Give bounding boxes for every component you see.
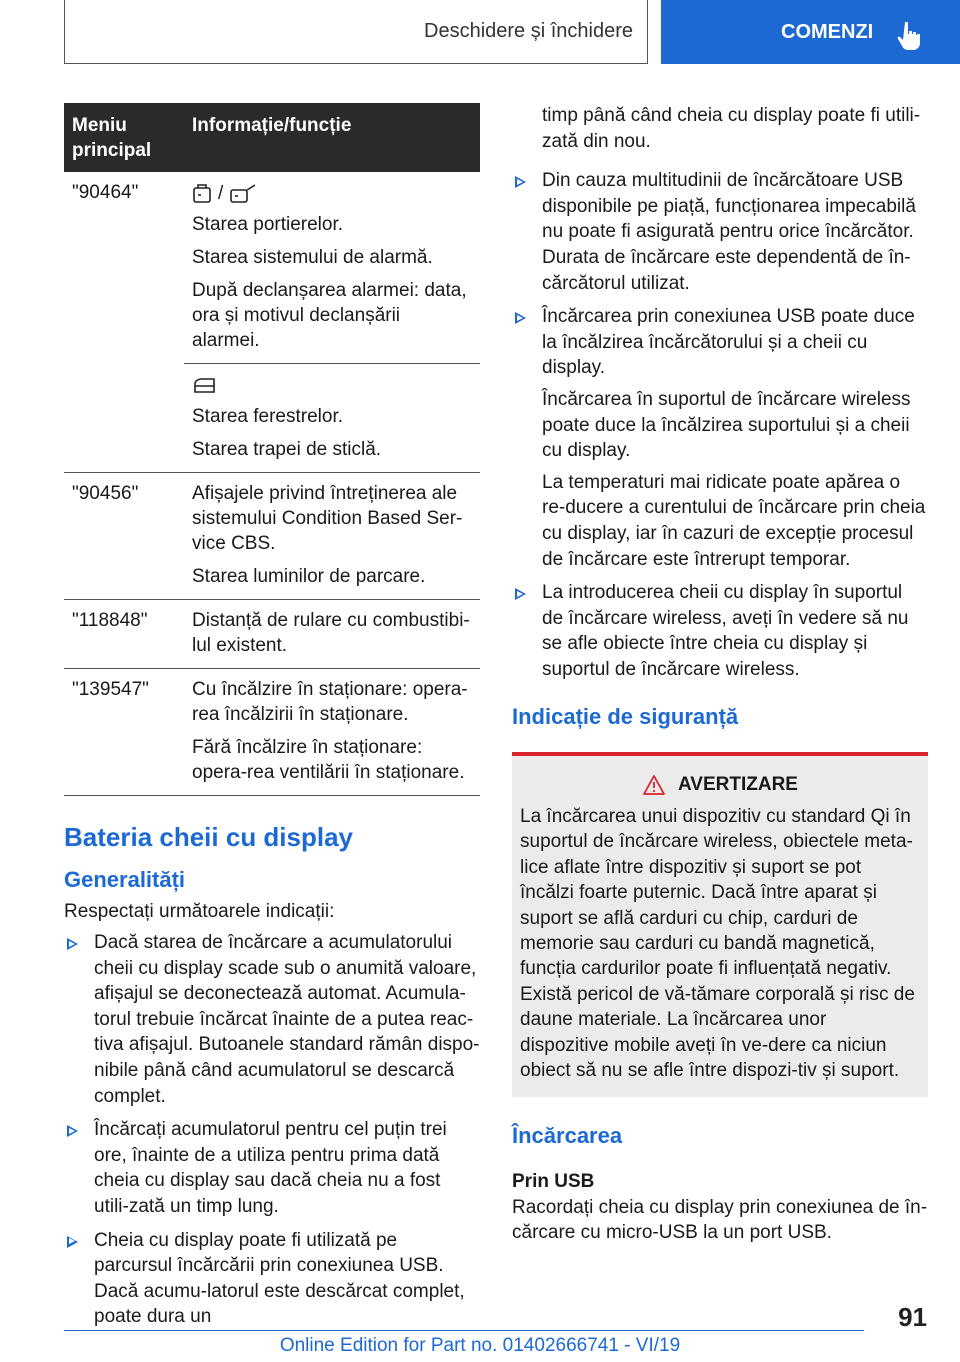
footer-divider xyxy=(64,1330,864,1331)
car-door-closed-icon xyxy=(192,182,212,204)
bullet-list xyxy=(512,103,928,682)
menu-code: "118848" xyxy=(64,600,184,669)
chapter-title: COMENZI xyxy=(781,20,874,43)
icon-separator: / xyxy=(218,182,224,204)
parking-lights-text: Starea luminilor de parcare. xyxy=(192,566,426,587)
car-door-open-icon xyxy=(229,182,259,204)
info-cell xyxy=(184,669,480,796)
triangle-bullet-icon xyxy=(67,1125,78,1137)
cbs-text: Afișajele privind întreținerea ale sistemului Condition Based Ser-vice CBS. xyxy=(192,483,463,554)
warning-box xyxy=(512,752,928,1097)
menu-code: "90456" xyxy=(64,473,184,600)
footer-edition: Online Edition for Part no. 01402666741 - VI/19 xyxy=(279,1335,681,1356)
list-item: Dacă starea de încărcare a acumulatorului cheii cu display scade sub o anumită valoare, afișajul se deconectează automat. Acumula-torul trebuie încărcat înainte de a putea reac-tiva afișajul. Butoanele standard rămân dispo-nibile până când acumulatorul se descarcă complet. xyxy=(64,930,480,1109)
warning-text: La încărcarea unui dispozitiv cu standard Qi în suportul de încărcare wireless, obiectele meta-lice aflate între dispozitiv și suport se pot încălzi foarte puternic. Dacă între aparat și suport se află carduri cu chip, carduri de memorie sau carduri cu bandă magnetică, funcția cardurilor poate fi influențată negativ. Există pericol de vă-tămare corporală și risc de daune materiale. La încărcarea unor dispozitive mobile aveți în ve-dere ca niciun obiect să nu se afle între dispozi-tiv și suport. xyxy=(520,805,915,1081)
usb-text: Racordați cheia cu display prin conexiunea de în-cărcare cu micro-USB la un port USB. xyxy=(512,1197,928,1244)
menu-code: "139547" xyxy=(64,669,184,796)
triangle-bullet-icon xyxy=(67,938,78,950)
window-status-text: Starea ferestrelor. xyxy=(192,406,344,427)
warning-triangle-icon xyxy=(642,774,666,796)
section-title: Deschidere și închidere xyxy=(424,20,633,42)
parked-ventilation-text: Fără încălzire în staționare: opera-rea ventilării în staționare. xyxy=(192,737,465,783)
usb-heading: Prin USB xyxy=(512,1171,595,1193)
left-column xyxy=(64,103,480,1338)
list-item: La introducerea cheii cu display în suportul de încărcare wireless, aveți în vedere să nu se afle obiecte între cheia cu display și suportul de încărcare wireless. xyxy=(512,580,928,682)
header-section-title xyxy=(64,0,648,64)
sunroof-status-text: Starea trapei de sticlă. xyxy=(192,439,382,460)
header-chapter-tab[interactable] xyxy=(661,0,960,64)
window-icon-line xyxy=(192,372,472,398)
table-row xyxy=(64,669,480,796)
triangle-bullet-icon xyxy=(67,1236,78,1248)
parked-heating-text: Cu încălzire în staționare: opera-rea încălzirii în staționare. xyxy=(192,679,468,725)
safety-heading: Indicație de siguranță xyxy=(512,704,739,730)
list-item: Cheia cu display poate fi utilizată pe parcursul încărcării prin conexiunea USB. Dacă acumu-latorul este descărcat complet, poate dura un xyxy=(64,1228,480,1330)
table-header-row xyxy=(64,103,480,172)
section-heading: Bateria cheii cu display xyxy=(64,822,354,852)
list-item: Încărcarea prin conexiunea USB poate duce la încălzirea încărcătorului și a cheii cu display. Încărcarea în suportul de încărcare wireless poate duce la încălzirea suportului și a cheii cu display. La temperaturi mai ridicate poate apărea o re-ducere a curentului de încărcare prin cheia cu display, iar în cazuri de excepție procesul de încărcare este întrerupt temporar. xyxy=(512,304,928,572)
subsection-heading: Generalități xyxy=(64,867,186,892)
menu-table xyxy=(64,103,480,796)
alarm-trigger-text: După declanșarea alarmei: data, ora și motivul declanșării alarmei. xyxy=(192,280,467,351)
charging-heading: Încărcarea xyxy=(512,1123,623,1149)
info-cell xyxy=(184,172,480,364)
info-cell xyxy=(184,364,480,473)
col-header-main-menu: Meniu principal xyxy=(64,103,184,172)
triangle-bullet-icon xyxy=(515,176,526,188)
menu-code: "90464" xyxy=(64,172,184,473)
page-number: 91 xyxy=(898,1302,927,1332)
table-row xyxy=(64,473,480,600)
door-status-text: Starea portierelor. xyxy=(192,214,344,235)
triangle-bullet-icon xyxy=(515,588,526,600)
warning-header xyxy=(520,772,920,797)
list-item: Din cauza multitudinii de încărcătoare USB disponibile pe piață, funcționarea impecabilă nu poate fi asigurată pentru orice încărcător. Durata de încărcare este dependentă de în-cărcătorul utilizat. xyxy=(512,168,928,296)
table-row xyxy=(64,600,480,669)
right-column xyxy=(512,103,928,1251)
list-item: Încărcați acumulatorul pentru cel puțin trei ore, înainte de a utiliza pentru prima dată cheia cu display sau dacă cheia nu a fost utili-zată un timp lung. xyxy=(64,1117,480,1219)
info-cell xyxy=(184,473,480,600)
bullet-list xyxy=(64,930,480,1330)
intro-text: Respectați următoarele indicații: xyxy=(64,901,335,922)
info-cell xyxy=(184,600,480,669)
car-window-icon xyxy=(192,374,218,396)
table-row xyxy=(64,172,480,364)
warning-title: AVERTIZARE xyxy=(678,774,798,796)
triangle-bullet-icon xyxy=(515,312,526,324)
pointing-hand-icon xyxy=(896,20,922,50)
range-text: Distanță de rulare cu combustibi-lul existent. xyxy=(192,610,470,656)
door-status-icons xyxy=(192,180,472,206)
col-header-info: Informație/funcție xyxy=(184,103,480,172)
alarm-status-text: Starea sistemului de alarmă. xyxy=(192,247,433,268)
list-item-continued: timp până când cheia cu display poate fi utili-zată din nou. xyxy=(542,105,921,152)
